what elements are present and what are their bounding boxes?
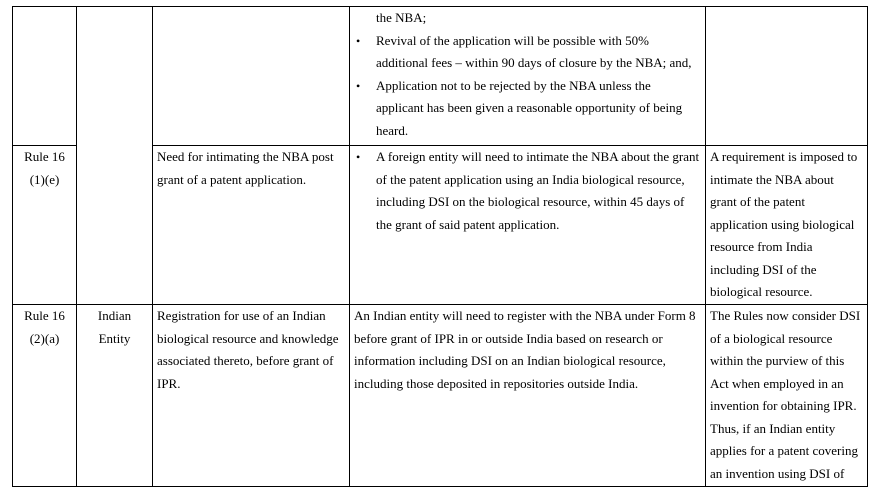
rule-subsection: (2)(a) (29, 330, 60, 346)
details-bullet-list (354, 146, 701, 236)
rule-cell (13, 305, 77, 487)
details-bullet: • Application not to be rejected by the NBA unless the applicant has been given a reasonable opportunity of being heard. (354, 75, 701, 143)
rule-number: Rule 16 (24, 308, 65, 323)
table-row (13, 305, 868, 487)
table-row (13, 7, 868, 146)
requirement-cell (153, 7, 350, 146)
rule-cell (13, 146, 77, 305)
entity-cell (77, 7, 153, 305)
details-bullet: • A foreign entity will need to intimate the NBA about the grant of the patent application using an India biological resource, including DSI on the biological resource, within 45 days of the grant of said patent application. (354, 146, 701, 236)
details-bullet-list (354, 30, 701, 143)
requirement-cell: Need for intimating the NBA post grant of a patent application. (153, 146, 350, 305)
entity-label-sub: Entity (98, 330, 131, 346)
details-bullet: • Revival of the application will be possible with 50% additional fees – within 90 days of closure by the NBA; and, (354, 30, 701, 75)
entity-label: Indian (97, 308, 132, 323)
rule-subsection: (1)(e) (29, 171, 60, 187)
rules-comparison-table (12, 6, 868, 487)
remarks-cell: The Rules now consider DSI of a biological resource within the purview of this Act when employed in an invention for obtaining IPR. Thus, if an Indian entity applies for a patent covering an invention using DSI of (706, 305, 868, 487)
details-cell (350, 146, 706, 305)
details-continuation: the NBA; (376, 10, 427, 25)
entity-cell (77, 305, 153, 487)
remarks-cell: A requirement is imposed to intimate the NBA about grant of the patent application using biological resource from India including DSI of the biological resource. (706, 146, 868, 305)
details-cell (350, 7, 706, 146)
rule-cell (13, 7, 77, 146)
rule-number: Rule 16 (24, 149, 65, 164)
requirement-cell: Registration for use of an Indian biological resource and knowledge associated thereto, before grant of IPR. (153, 305, 350, 487)
remarks-cell (706, 7, 868, 146)
details-cell: An Indian entity will need to register with the NBA under Form 8 before grant of IPR in or outside India based on research or information including DSI on an Indian biological resource, including those deposited in repositories outside India. (350, 305, 706, 487)
